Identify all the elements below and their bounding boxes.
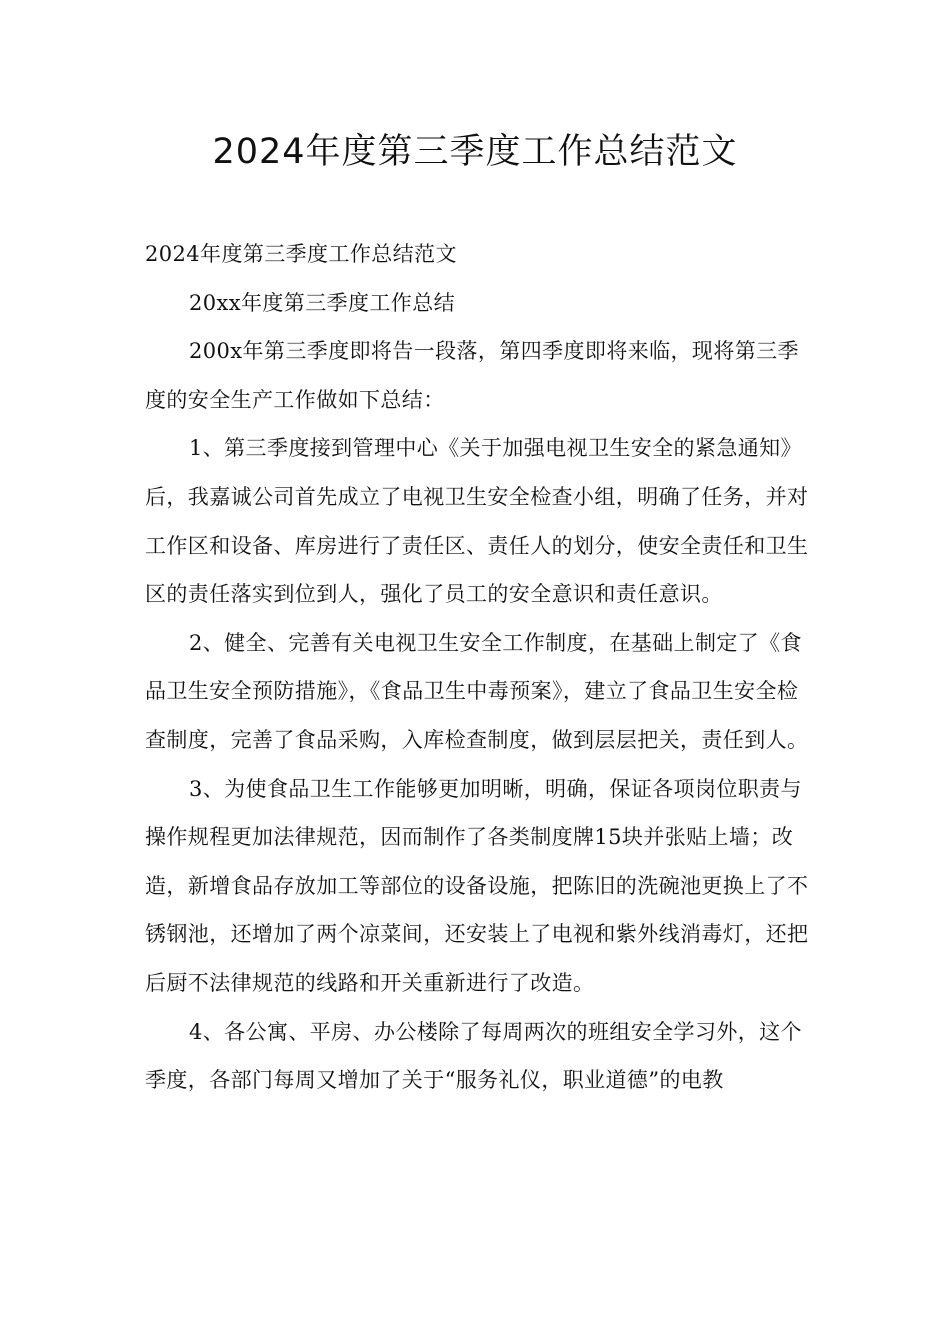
paragraph-item-4: 4、各公寓、平房、办公楼除了每周两次的班组安全学习外，这个季度，各部门每周又增加了关于“服务礼仪，职业道德”的电教 [145,1019,802,1093]
document-body [145,230,813,1105]
document-title: 2024年度第三季度工作总结范文 [212,132,738,172]
paragraph-item-2: 2、健全、完善有关电视卫生安全工作制度，在基础上制定了《食品卫生安全预防措施》，《食品卫生中毒预案》，建立了食品卫生安全检查制度，完善了食品采购，入库检查制度，做到层层把关，责任到人。 [145,630,809,752]
paragraph-intro: 200x年第三季度即将告一段落，第四季度即将来临，现将第三季度的安全生产工作做如下总结： [145,339,799,412]
paragraph-item-3: 3、为使食品卫生工作能够更加明晰，明确，保证各项岗位职责与操作规程更加法律规范，因而制作了各类制度牌15块并张贴上墙；改造，新增食品存放加工等部位的设备设施，把陈旧的洗碗池更换上了不锈钢池，还增加了两个凉菜间，还安装上了电视和紫外线消毒灯，还把后厨不法律规范的线路和开关重新进行了改造。 [145,776,809,995]
paragraph-subheading: 20xx年度第三季度工作总结 [189,290,456,315]
paragraph-heading: 2024年度第三季度工作总结范文 [145,242,457,266]
paragraph-item-1: 1、第三季度接到管理中心《关于加强电视卫生安全的紧急通知》后，我嘉诚公司首先成立了电视卫生安全检查小组，明确了任务，并对工作区和设备、库房进行了责任区、责任人的划分，使安全责任和卫生区的责任落实到位到人，强化了员工的安全意识和责任意识。 [145,436,809,607]
